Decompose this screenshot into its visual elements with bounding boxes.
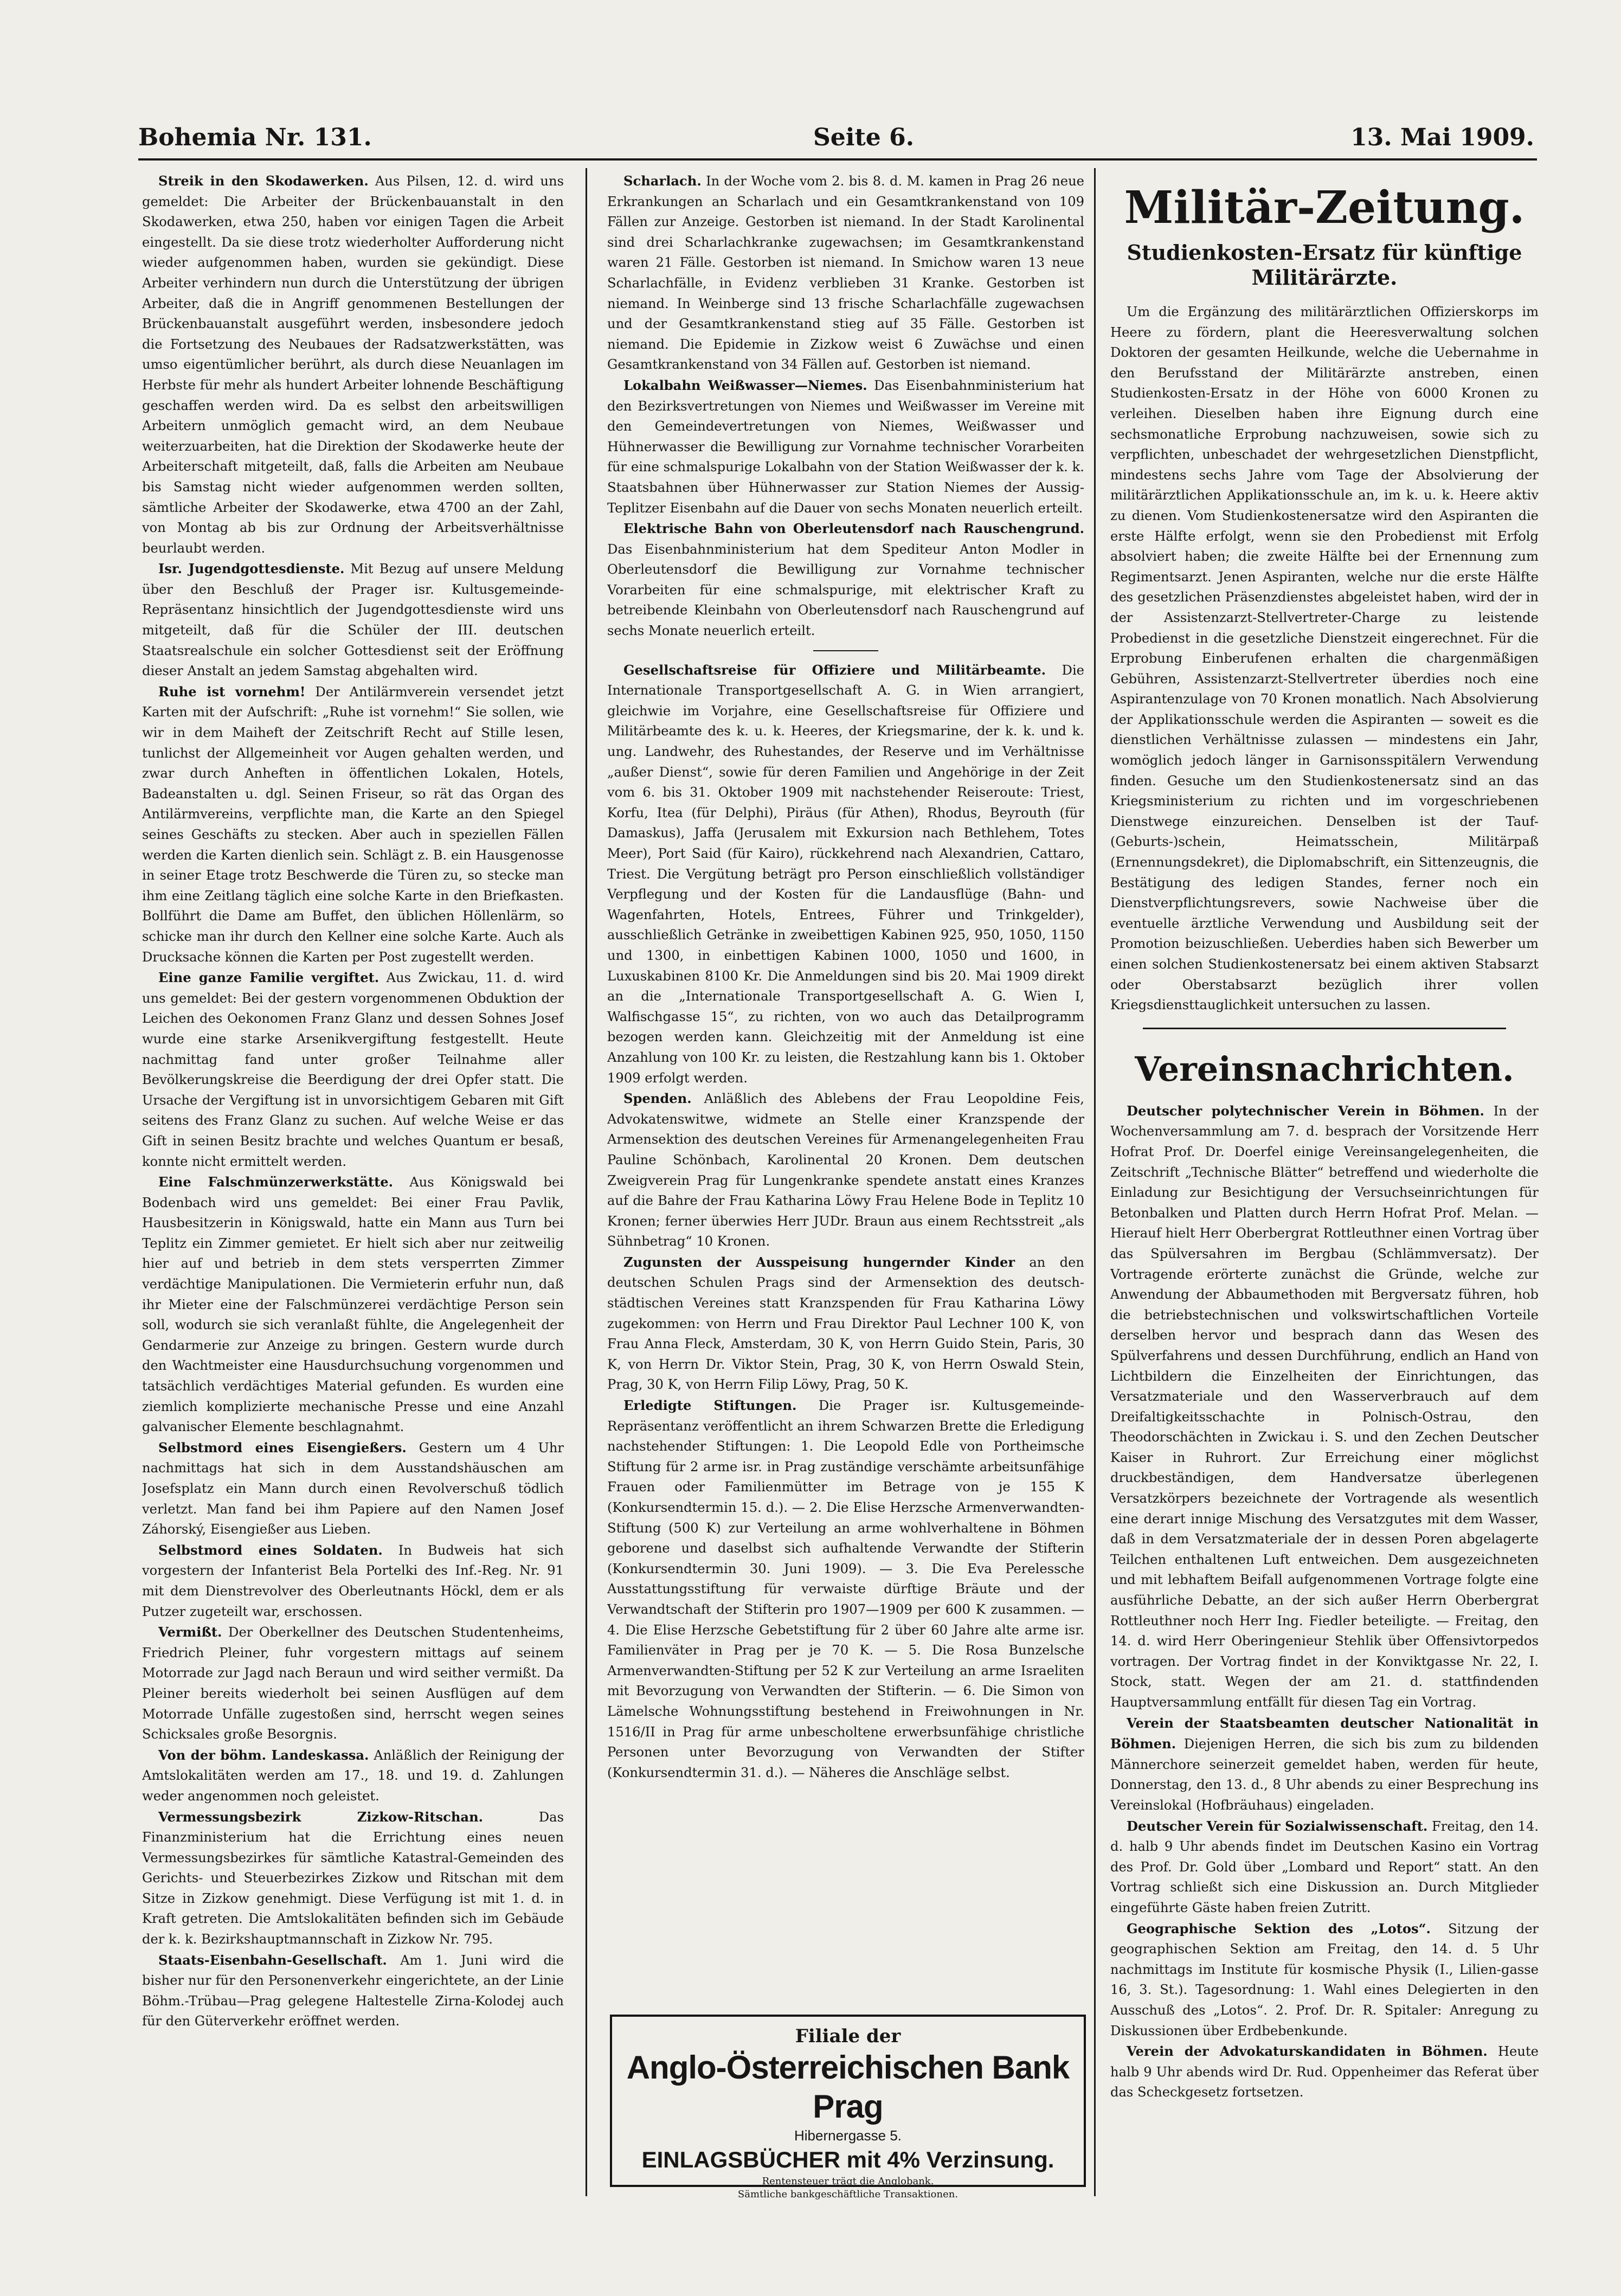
header-issue: Bohemia Nr. 131.	[138, 124, 372, 151]
news-item	[607, 1088, 1084, 1252]
news-item	[1110, 1816, 1539, 1919]
item-separator	[813, 650, 878, 651]
news-item-headline: Eine ganze Familie vergiftet.	[158, 970, 379, 986]
news-item-headline: Vermißt.	[158, 1624, 222, 1640]
news-item	[142, 1540, 564, 1622]
news-item	[142, 1172, 564, 1438]
news-item	[142, 1807, 564, 1950]
ad-address: Hibernergasse 5.	[794, 2127, 902, 2144]
news-item	[142, 171, 564, 559]
news-item-text: Das Eisenbahnministerium hat den Bezirksvertretungen von Niemes und Weißwasser im Vereine mit den Gemeindevertretungen von Niemes, Weißwasser und Hühnerwasser die Bewilligung zur Vornahme technischer Vorarbeiten für eine schmalspurige Lokalbahn von der Station Weißwasser der k. k. Staatsbahnen über Hühnerwasser zur Station Niemes der Aussig-Teplitzer Eisenbahn auf die Dauer von sechs Monaten neuerlich erteilt.	[607, 377, 1084, 516]
news-item-headline: Vermessungsbezirk Zizkow-Ritschan.	[158, 1808, 484, 1825]
news-item-text: Aus Zwickau, 11. d. wird uns gemeldet: Bei der gestern vorgenommenen Obduktion der Leichen des Oekonomen Franz Glanz und dessen Sohnes Josef wurde eine starke Arsenikvergiftung festgestellt. Heute nachmittag fand unter großer Teilnahme aller Bevölkerungskreise die Beerdigung der drei Opfer statt. Die Ursache der Vergiftung ist in unvorsichtigem Gebaren mit Gift seitens des Franz Glanz zu suchen. Auf welche Weise er das Gift in seinen Besitz brachte und welches Quantum er besaß, konnte nicht ermittelt werden.	[142, 970, 564, 1169]
news-item-headline: Isr. Jugendgottesdienste.	[158, 561, 345, 577]
header-rule	[138, 158, 1537, 161]
news-item-text: Das Finanzministerium hat die Errichtung eines neuen Vermessungsbezirkes für sämtliche Katastral-Gemeinden des Gerichts- und Steuerbezirkes Zizkow und Ritschan mit dem Sitze in Zizkow genehmigt. Diese Verfügung ist mit 1. d. in Kraft getreten. Die Amtslokalitäten befinden sich im Gebäude der k. k. Bezirkshauptmannschaft in Zizkow Nr. 795.	[142, 1809, 564, 1947]
ad-note-transactions: Sämtliche bankgeschäftliche Transaktionen.	[737, 2189, 959, 2200]
news-item	[1110, 1713, 1539, 1816]
column-rule-1	[586, 168, 587, 2196]
news-item-headline: Selbstmord eines Eisengießers.	[158, 1439, 407, 1455]
news-item-headline: Deutscher polytechnischer Verein in Böhmen.	[1127, 1102, 1484, 1119]
news-item	[607, 660, 1084, 1088]
news-item-headline: Gesellschaftsreise für Offiziere und Militärbeamte.	[623, 662, 1046, 678]
news-item-text: Anläßlich des Ablebens der Frau Leopoldine Feis, Advokatenswitwe, widmete an Stelle einer Kranzspende der Armensektion des deutschen Vereines für Armenangelegenheiten Frau Pauline Schönbach, Karolinental 20 Kronen. Dem deutschen Zweigverein Prag für Lungenkranke spendete anstatt eines Kranzes auf die Bahre der Frau Katharina Löwy Frau Helene Bode in Teplitz 10 Kronen; ferner überwies Herr JUDr. Braun aus einem Rechtsstreit „als Sühnbetrag“ 10 Kronen.	[607, 1091, 1084, 1249]
news-item-headline: Lokalbahn Weißwasser—Niemes.	[623, 377, 867, 393]
news-item-text: Die Internationale Transportgesellschaft A. G. in Wien arrangiert, gleichwie im Vorjahre, eine Gesellschaftsreise für Offiziere und Militärbeamte des k. u. k. Heeres, der Kriegsmarine, der k. k. und k. ung. Landwehr, des Ruhestandes, der Reserve und im Verhältnisse „außer Dienst“, sowie für deren Familien und Angehörige in der Zeit vom 6. bis 31. Oktober 1909 mit nachstehender Reiseroute: Triest, Korfu, Itea (für Delphi), Piräus (für Athen), Rhodus, Beyrouth (für Damaskus), Jaffa (Jerusalem mit Exkursion nach Bethlehem, Totes Meer), Port Said (für Kairo), rückkehrend nach Alexandrien, Cattaro, Triest. Die Vergütung beträgt pro Person einschließlich vollständiger Verpflegung und der Kosten für die Landausflüge (Bahn- und Wagenfahrten, Hotels, Entrees, Führer und Trinkgelder), ausschließlich Getränke in zweibettigen Kabinen 925, 950, 1050, 1150 und 1300, in einbettigen Kabinen 1000, 1050 und 1600, in Luxuskabinen 8100 Kr. Die Anmeldungen sind bis 20. Mai 1909 direkt an die „Internationale Transportgesellschaft A. G. Wien I, Walfischgasse 15“, zu richten, von wo auch das Detailprogramm bezogen werden kann. Gleichzeitig mit der Anmeldung ist eine Anzahlung von 100 Kr. zu leisten, die Restzahlung kann bis 1. Oktober 1909 erfolgt werden.	[607, 662, 1084, 1086]
news-item-text: Der Antilärmverein versendet jetzt Karten mit der Aufschrift: „Ruhe ist vornehm!“ Sie sollen, wie wir in dem Maiheft der Zeitschrift Recht auf Stille lesen, tunlichst der Allgemeinheit vor Augen gehalten werden, und zwar durch Anheften in öffentlichen Lokalen, Hotels, Badeanstalten u. dgl. Seinen Friseur, so rät das Organ des Antilärmvereins, verpflichte man, die Karte an den Spiegel seines Geschäfts zu stecken. Aber auch in speziellen Fällen werden die Karten dienlich sein. Schlägt z. B. ein Hausgenosse in seiner Etage trotz Beschwerde die Türen zu, so stecke man ihm eine Zeitlang täglich eine solche Karte in den Briefkasten. Bollführt die Dame am Buffet, den üblichen Höllenlärm, so schicke man ihr durch den Kellner eine solche Karte. Auch als Drucksache können die Karten per Post zugestellt werden.	[142, 684, 564, 965]
column-3	[1110, 171, 1539, 2242]
military-masthead: Militär-Zeitung.	[1124, 182, 1525, 234]
news-item-headline: Spenden.	[623, 1091, 692, 1107]
news-item-text: Die Prager isr. Kultusgemeinde-Repräsentanz veröffentlicht an ihrem Schwarzen Brette die Erledigung nachstehender Stiftungen: 1. Die Leopold Edle von Portheimsche Stiftung für 2 arme isr. in Prag zuständige verschämte arbeitsunfähige Frauen oder Familienmütter im Betrage von je 155 K (Konkursendtermin 15. d.). — 2. Die Elise Herzsche Armenverwandten-Stiftung (500 K) zur Verteilung an arme wohlverhaltene in Böhmen geborene und daselbst sich aufhaltende Verwandte der Stifterin (Konkursendtermin 30. Juni 1909). — 3. Die Eva Perelessche Ausstattungsstiftung für verwaiste dürftige Bräute und der Verwandtschaft der Stifterin pro 1907—1909 per 600 K zusammen. — 4. Die Elise Herzsche Gebetstiftung für 2 über 60 Jahre alte arme isr. Familienväter in Prag per je 70 K. — 5. Die Rosa Bunzelsche Armenverwandten-Stiftung per 52 K zur Verteilung an arme Israeliten mit Bevorzugung von Verwandten der Stifterin. — 6. Die Simon von Lämelsche Wohnungsstiftung bestehend in Freiwohnungen in Nr. 1516/II in Prag für arme unbescholtene erwerbsunfähige christliche Personen unter Bevorzugung von Verwandten der Stifter (Konkursendtermin 31. d.). — Näheres die Anschläge selbst.	[607, 1398, 1084, 1780]
news-item-text: Am 1. Juni wird die bisher nur für den Personenverkehr eingerichtete, an der Linie Böhm.-Trübau—Prag gelegene Haltestelle Zirna-Kolodej auch für den Güterverkehr eröffnet werden.	[142, 1952, 564, 2029]
news-item-headline: Von der böhm. Landeskassa.	[158, 1747, 369, 1763]
news-item	[142, 682, 564, 967]
news-item	[607, 1395, 1084, 1783]
news-item	[142, 1745, 564, 1807]
news-item-text: In der Woche vom 2. bis 8. d. M. kamen in Prag 26 neue Erkrankungen an Scharlach und ein Gesamtkrankenstand von 109 Fällen zur Anzeige. Gestorben ist niemand. In der Stadt Karolinental sind drei Scharlachkranke zugewachsen; im Gesamtkrankenstand waren 21 Fälle. Gestorben ist niemand. In Smichow waren 13 neue Scharlachfälle, in Evidenz verblieben 31 Kranke. Gestorben ist niemand. In Weinberge sind 13 frische Scharlachfälle zugewachsen und der Gesamtkrankenstand stieg auf 35 Fälle. Gestorben ist niemand. Die Epidemie in Zizkow weist 6 Zuwächse und einen Gesamtkrankenstand von 34 Fällen auf. Gestorben ist niemand.	[607, 174, 1084, 373]
page-header	[138, 124, 1534, 156]
news-item-text: Der Oberkellner des Deutschen Studentenheims, Friedrich Pleiner, fuhr vorgestern mittags auf seinem Motorrade zur Jagd nach Beraun und wird seither vermißt. Da Pleiner bereits wiederholt bei seinen Ausflügen auf dem Motorrade Unfälle zugestoßen sind, herrscht wegen seines Schicksales große Besorgnis.	[142, 1625, 564, 1742]
news-item	[1110, 1101, 1539, 1713]
section-divider	[1143, 1028, 1506, 1029]
news-item	[142, 1438, 564, 1540]
news-item-text: In der Wochenversammlung am 7. d. besprach der Vorsitzende Herr Hofrat Prof. Dr. Doerfel einige Vereinsangelegenheiten, die Zeitschrift „Technische Blätter“ betreffend und wiederholte die Einladung zur Besichtigung der Versuchseinrichtungen für Betonbalken und Platten durch Herrn Hofrat Prof. Melan. — Hierauf hielt Herr Oberbergrat Rottleuthner einen Vortrag über das Spülversahren im Bergbau (Schlämmversatz). Der Vortragende erörterte zunächst die Gründe, welche zur Anwendung der Abbaumethoden mit Bergversatz führen, hob die betriebstechnischen und volkswirtschaftlichen Vorteile derselben hervor und besprach dann das Wesen des Spülverfahrens und dessen Durchführung, endlich an Hand von Lichtbildern die Einzelheiten der Einrichtungen, das Versatzmateriale und den Wasserverbrauch auf dem Dreifaltigkeitsschachte in Polnisch-Ostrau, den Theodorschächten in Zwickau i. S. und den Zechen Deutscher Kaiser in Ruhrort. Zur Erreichung einer möglichst druckbeständigen, dem Handversatze überlegenen Versatzkörpers bezeichnete der Vortragende als wesentlich eine derart innige Mischung des Versatzgutes mit dem Wasser, daß in dem Versatzmateriale der in dessen Poren abgelagerte Teilchen enthaltenen Luft entweichen. Dem ausgezeichneten und mit lebhaftem Beifall aufgenommenen Vortrage folgte eine ausführliche Debatte, an der sich außer Herrn Oberbergrat Rottleuthner noch Herr Ing. Fiedler beteiligte. — Freitag, den 14. d. wird Herr Oberingenieur Stehlik über Offensivtorpedos vortragen. Der Vortrag findet in der Konviktgasse Nr. 22, I. Stock, statt. Wegen der am 21. d. stattfindenden Hauptversammlung entfällt für diesen Tag ein Vortrag.	[1110, 1103, 1539, 1710]
news-item-text: Heute halb 9 Uhr abends wird Dr. Rud. Oppenheimer das Referat über das Scheckgesetz fortsetzen.	[1110, 2044, 1539, 2100]
column-2	[607, 171, 1084, 2006]
column-1	[142, 171, 564, 2242]
header-page-number: Seite 6.	[813, 124, 915, 151]
news-item	[142, 1950, 564, 2032]
ad-branch-label: Filiale der	[795, 2025, 901, 2047]
news-item	[142, 967, 564, 1172]
news-item-text: Gestern um 4 Uhr nachmittags hat sich in dem Ausstandshäuschen am Josefsplatz ein Mann durch einen Revolverschuß tödlich verletzt. Man fand bei ihm Papiere auf den Namen Josef Záhorský, Eisengießer aus Lieben.	[142, 1440, 564, 1537]
news-item-headline: Staats-Eisenbahn-Gesellschaft.	[158, 1952, 387, 1968]
news-item-text: Diejenigen Herren, die sich bis zum zu bildenden Männerchore seinerzeit gemeldet haben, werden für heute, Donnerstag, den 13. d., 8 Uhr abends zu einer Besprechung ins Vereinslokal (Hofbräuhaus) eingeladen.	[1110, 1736, 1539, 1813]
ad-note-tax: Rentensteuer trägt die Anglobank.	[762, 2176, 934, 2187]
news-item-text: Anläßlich der Reinigung der Amtslokalitäten werden am 17., 18. und 19. d. Zahlungen weder angenommen noch geleistet.	[142, 1747, 564, 1804]
news-item	[607, 1252, 1084, 1395]
news-item-text: Freitag, den 14. d. halb 9 Uhr abends findet im Deutschen Kasino ein Vortrag des Prof. Dr. Gold über „Lombard und Report“ statt. An den Vortrag schließt sich eine Diskussion an. Durch Mitglieder eingeführte Gäste haben freien Zutritt.	[1110, 1818, 1539, 1915]
news-item-headline: Verein der Staatsbeamten deutscher Nationalität in Böhmen.	[1110, 1715, 1539, 1752]
news-item-text: Aus Pilsen, 12. d. wird uns gemeldet: Die Arbeiter der Brückenbauanstalt in den Skodawerken, etwa 250, haben vor einigen Tagen die Arbeit eingestellt. Da sie diese trotz wiederholter Aufforderung nicht wieder aufgenommen haben, wurden sie gekündigt. Diese Arbeiter verhindern nun durch die Unterstützung der übrigen Arbeiter, daß die in Angriff genommenen Bestellungen der Brückenbauanstalt ausgeführt werden, insbesondere jedoch die Fortsetzung des Neubaues der Radsatzwerkstätten, was umso eigentümlicher berührt, als durch diese Neuanlagen im Herbste für mehr als hundert Arbeiter lohnende Beschäftigung geschaffen werden wird. Da es selbst den arbeitswilligen Arbeitern unmöglich gemacht wird, an dem Neubaue weiterzuarbeiten, hat die Direktion der Skodawerke heute der Arbeiterschaft mitgeteilt, daß, falls die Arbeiten am Neubaue bis Samstag nicht wieder aufgenommen werden sollten, sämtliche Arbeiter der Skodawerke, etwa 4700 an der Zahl, von Montag ab bis zur Ordnung der Arbeitsverhältnisse beurlaubt werden.	[142, 174, 564, 556]
news-item	[1110, 1919, 1539, 2042]
header-date: 13. Mai 1909.	[1350, 124, 1534, 151]
news-item	[607, 375, 1084, 518]
news-item-headline: Eine Falschmünzerwerkstätte.	[158, 1174, 394, 1190]
news-item-headline: Zugunsten der Ausspeisung hungernder Kinder	[623, 1254, 1015, 1270]
news-item-headline: Erledigte Stiftungen.	[623, 1397, 797, 1414]
news-item	[142, 559, 564, 682]
military-article: Um die Ergänzung des militärärztlichen Offizierskorps im Heere zu fördern, plant die Heeresverwaltung solchen Doktoren der gesamten Heilkunde, welche die Uebernahme in den Berufsstand der Militärärzte anstreben, einen Studienkosten-Ersatz in der Höhe von 6000 Kronen zu verleihen. Dieselben haben ihre Eignung durch eine sechsmonatliche Erprobung nachzuweisen, sowie sich zu verpflichten, unbeschadet der wehrgesetzlichen Dienstpflicht, mindestens sechs Jahre vom Tage der Absolvierung der militärärztlichen Applikationsschule an, im k. u. k. Heere aktiv zu dienen. Vom Studienkostenersatze wird den Aspiranten die erste Hälfte erfolgt, wenn sie den Probedienst mit Erfolg absolviert haben; die zweite Hälfte bei der Ernennung zum Regimentsarzt. Jenen Aspiranten, welche nur die erste Hälfte des gesetzlichen Präsenzdienstes abgeleistet haben, wird der in der Assistenzarzt-Stellvertreter-Charge zu leistende Probedienst in die gesetzliche Dienstzeit eingerechnet. Für die Erprobung Einberufenen erhalten die chargenmäßigen Gebühren, Assistenzarzt-Stellvertreter überdies noch eine Aspirantenzulage von 70 Kronen monatlich. Nach Absolvierung der Applikationsschule werden die Aspiranten — soweit es die dienstlichen Verhältnisse zulassen — mindestens ein Jahr, womöglich jedoch länger in Garnisonsspitälern Verwendung finden. Gesuche um den Studienkostenersatz sind an das Kriegsministerium zu richten und im vorgeschriebenen Dienstwege einzureichen. Denselben ist der Tauf-(Geburts-)schein, Heimatsschein, Militärpaß (Ernennungsdekret), die Diplomabschrift, ein Sittenzeugnis, die Bestätigung des ledigen Standes, ferner noch ein Dienstverpflichtungsrevers, sowie Nachweise über die eventuelle ärztliche Verwendung und Ausbildung seit der Promotion beizuschließen. Ueberdies haben sich Bewerber um einen solchen Studienkostenersatz bei einem aktiven Stabsarzt oder Oberstabsarzt bezüglich ihrer vollen Kriegsdiensttauglichkeit untersuchen zu lassen.	[1110, 304, 1539, 1013]
news-item-text: Das Eisenbahnministerium hat dem Spediteur Anton Modler in Oberleutensdorf die Bewilligung zur Vornahme technischer Vorarbeiten für eine schmalspurige, mit elektrischer Kraft zu betreibende Kleinbahn von Oberleutensdorf nach Rauschengrund auf sechs Monate neuerlich erteilt.	[607, 541, 1084, 639]
ad-bank-name: Anglo-Österreichischen Bank Prag	[626, 2049, 1070, 2125]
military-subheading: Studienkosten-Ersatz für künftige Militärärzte.	[1127, 240, 1522, 290]
news-item-headline: Selbstmord eines Soldaten.	[158, 1542, 383, 1558]
club-news-heading: Vereinsnachrichten.	[1135, 1049, 1514, 1089]
news-item	[607, 518, 1084, 642]
news-item-headline: Geographische Sektion des „Lotos“.	[1127, 1920, 1431, 1936]
bank-advertisement	[610, 2015, 1086, 2200]
news-item-text: Aus Königswald bei Bodenbach wird uns gemeldet: Bei einer Frau Pavlik, Hausbesitzerin in Königswald, hatte ein Mann aus Turn bei Teplitz ein Zimmer gemietet. Er hielt sich aber nur zeitweilig hier auf und betrieb in dem stets versperrten Zimmer verdächtige Manipulationen. Die Vermieterin erfuhr nun, daß ihr Mieter eine der Falschmünzerei verdächtige Person sein soll, wodurch sie sich veranlaßt fühlte, die Angelegenheit der Gendarmerie zur Anzeige zu bringen. Gestern wurde durch den Wachtmeister eine Hausdurchsuchung vorgenommen und tatsächlich verdächtiges Material gefunden. Es wurden eine ziemlich komplizierte mechanische Presse und eine Anzahl galvanischer Elemente beschlagnahmt.	[142, 1175, 564, 1435]
news-item-text: In Budweis hat sich vorgestern der Infanterist Bela Portelki des Inf.-Reg. Nr. 91 mit dem Dienstrevolver des Oberleutnants Höckl, dem er als Putzer zugeteilt war, erschossen.	[142, 1542, 564, 1619]
news-item-headline: Ruhe ist vornehm!	[158, 683, 306, 700]
news-item-text: Sitzung der geographischen Sektion am Freitag, den 14. d. 5 Uhr nachmittags im Institute für kosmische Physik (I., Lilien-gasse 16, 3. St.). Tagesordnung: 1. Wahl eines Delegierten in den Ausschuß des „Lotos“. 2. Prof. Dr. R. Spitaler: Anregung zu Diskussionen über Erdbebenkunde.	[1110, 1921, 1539, 2038]
news-item-headline: Scharlach.	[623, 173, 702, 189]
ad-savings-offer: EINLAGSBÜCHER mit 4% Verzinsung.	[641, 2147, 1054, 2172]
news-item	[607, 171, 1084, 375]
news-item-text: an den deutschen Schulen Prags sind der Armensektion des deutsch-städtischen Vereines statt Kranzspenden für Frau Katharina Löwy zugekommen: von Herrn und Frau Direktor Paul Lechner 100 K, von Frau Anna Fleck, Amsterdam, 30 K, von Herrn Guido Stein, Paris, 30 K, von Herrn Dr. Viktor Stein, Prag, 30 K, von Herrn Oswald Stein, Prag, 30 K, von Herrn Filip Löwy, Prag, 50 K.	[607, 1254, 1084, 1393]
news-item-headline: Elektrische Bahn von Oberleutensdorf nach Rauschengrund.	[623, 521, 1084, 537]
news-item	[1110, 2041, 1539, 2103]
column-rule-2	[1094, 168, 1096, 2196]
news-item-headline: Deutscher Verein für Sozialwissenschaft.	[1127, 1818, 1428, 1834]
news-item-text: Mit Bezug auf unsere Meldung über den Beschluß der Prager isr. Kultusgemeinde-Repräsentanz hinsichtlich der Jugendgottesdienste wird uns mitgeteilt, daß für die Schüler der III. deutschen Staatsrealschule ein solcher Gottesdienst seit der Eröffnung dieser Anstalt an jedem Samstag abgehalten wird.	[142, 561, 564, 679]
news-item-headline: Streik in den Skodawerken.	[158, 173, 369, 189]
club-news-list	[1110, 1101, 1539, 2103]
news-item-headline: Verein der Advokaturskandidaten in Böhmen.	[1127, 2043, 1488, 2060]
news-item	[142, 1622, 564, 1745]
